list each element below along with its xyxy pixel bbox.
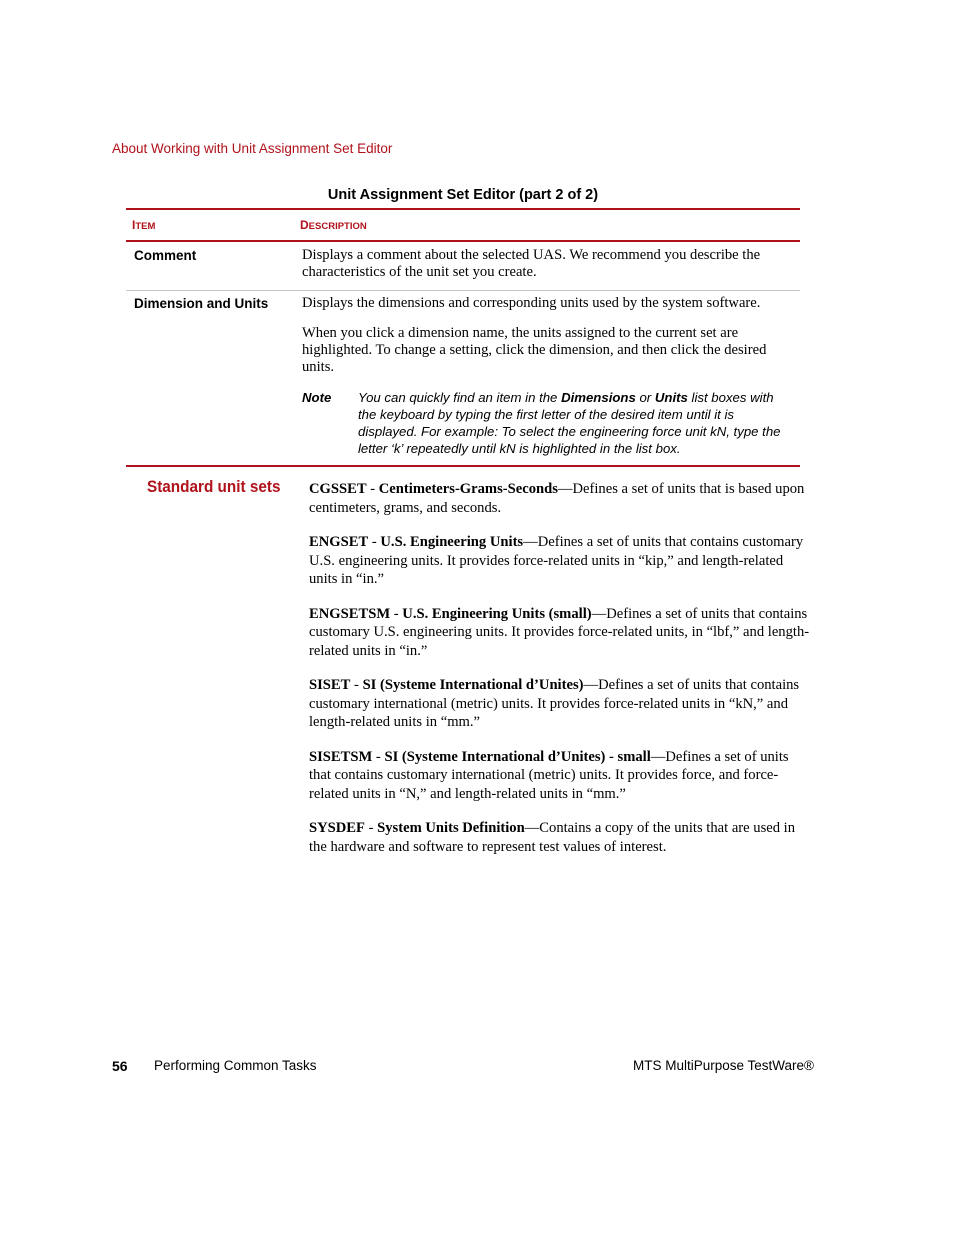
footer-chapter: Performing Common Tasks <box>154 1058 317 1073</box>
unit-set-item: SYSDEF - System Units Definition—Contains a copy of the units that are used in the hardware and software to represent test values of interest. <box>309 820 796 855</box>
row-description <box>302 291 800 465</box>
unit-set-item: ENGSET - U.S. Engineering Units—Defines a set of units that contains customary U.S. engineering units. It provides force-related units in “kip,” and length-related units in “in.” <box>309 534 804 587</box>
description-paragraph: When you click a dimension name, the units assigned to the current set are highlighted. To change a setting, click the dimension, and then click the desired units. <box>302 325 767 375</box>
table-caption: Unit Assignment Set Editor (part 2 of 2) <box>327 187 599 203</box>
unit-set-item: SISETSM - SI (Systeme International d’Unites) - small—Defines a set of units that contains customary international (metric) units. It provides force, and force-related units in “N,” and length-related units in “mm.” <box>309 748 789 802</box>
note-text: You can quickly find an item in the Dimensions or Units list boxes with the keyboard by typing the first letter of the desired item until it is displayed. For example: To select the engineering force unit kN, type the letter ‘k’ repeatedly until kN is highlighted in the list box. <box>358 390 781 456</box>
table-header <box>126 210 800 242</box>
footer-product: MTS MultiPurpose TestWare® <box>633 1058 814 1073</box>
uas-table <box>126 208 800 467</box>
row-item-label: Comment <box>134 248 197 263</box>
column-header-description: DESCRIPTION <box>300 218 367 232</box>
row-description <box>302 242 800 290</box>
column-header-item: ITEM <box>132 218 156 232</box>
page-number: 56 <box>112 1058 128 1074</box>
unit-set-item: ENGSETSM - U.S. Engineering Units (small)—Defines a set of units that contains customary U.S. engineering units. It provides force-related units, in “lbf,” and length-related units in “in.” <box>309 605 810 659</box>
table-row <box>126 242 800 291</box>
unit-set-item: SISET - SI (Systeme International d’Unites)—Defines a set of units that contains customary international (metric) units. It provides force-related units in “kN,” and length-related units in “mm.” <box>309 677 800 730</box>
breadcrumb: About Working with Unit Assignment Set Editor <box>112 141 393 156</box>
unit-set-item: CGSSET - Centimeters-Grams-Seconds—Defines a set of units that is based upon centimeters, grams, and seconds. <box>309 481 805 516</box>
description-paragraph: Displays a comment about the selected UAS. We recommend you describe the characteristics of the unit set you create. <box>302 247 761 280</box>
row-item-label: Dimension and Units <box>134 296 269 311</box>
table-row <box>126 291 800 465</box>
note-label: Note <box>302 390 332 405</box>
description-paragraph: Displays the dimensions and corresponding units used by the system software. <box>302 295 761 311</box>
section-heading: Standard unit sets <box>147 477 281 496</box>
note-block <box>302 389 792 457</box>
unit-set-list <box>309 480 814 872</box>
